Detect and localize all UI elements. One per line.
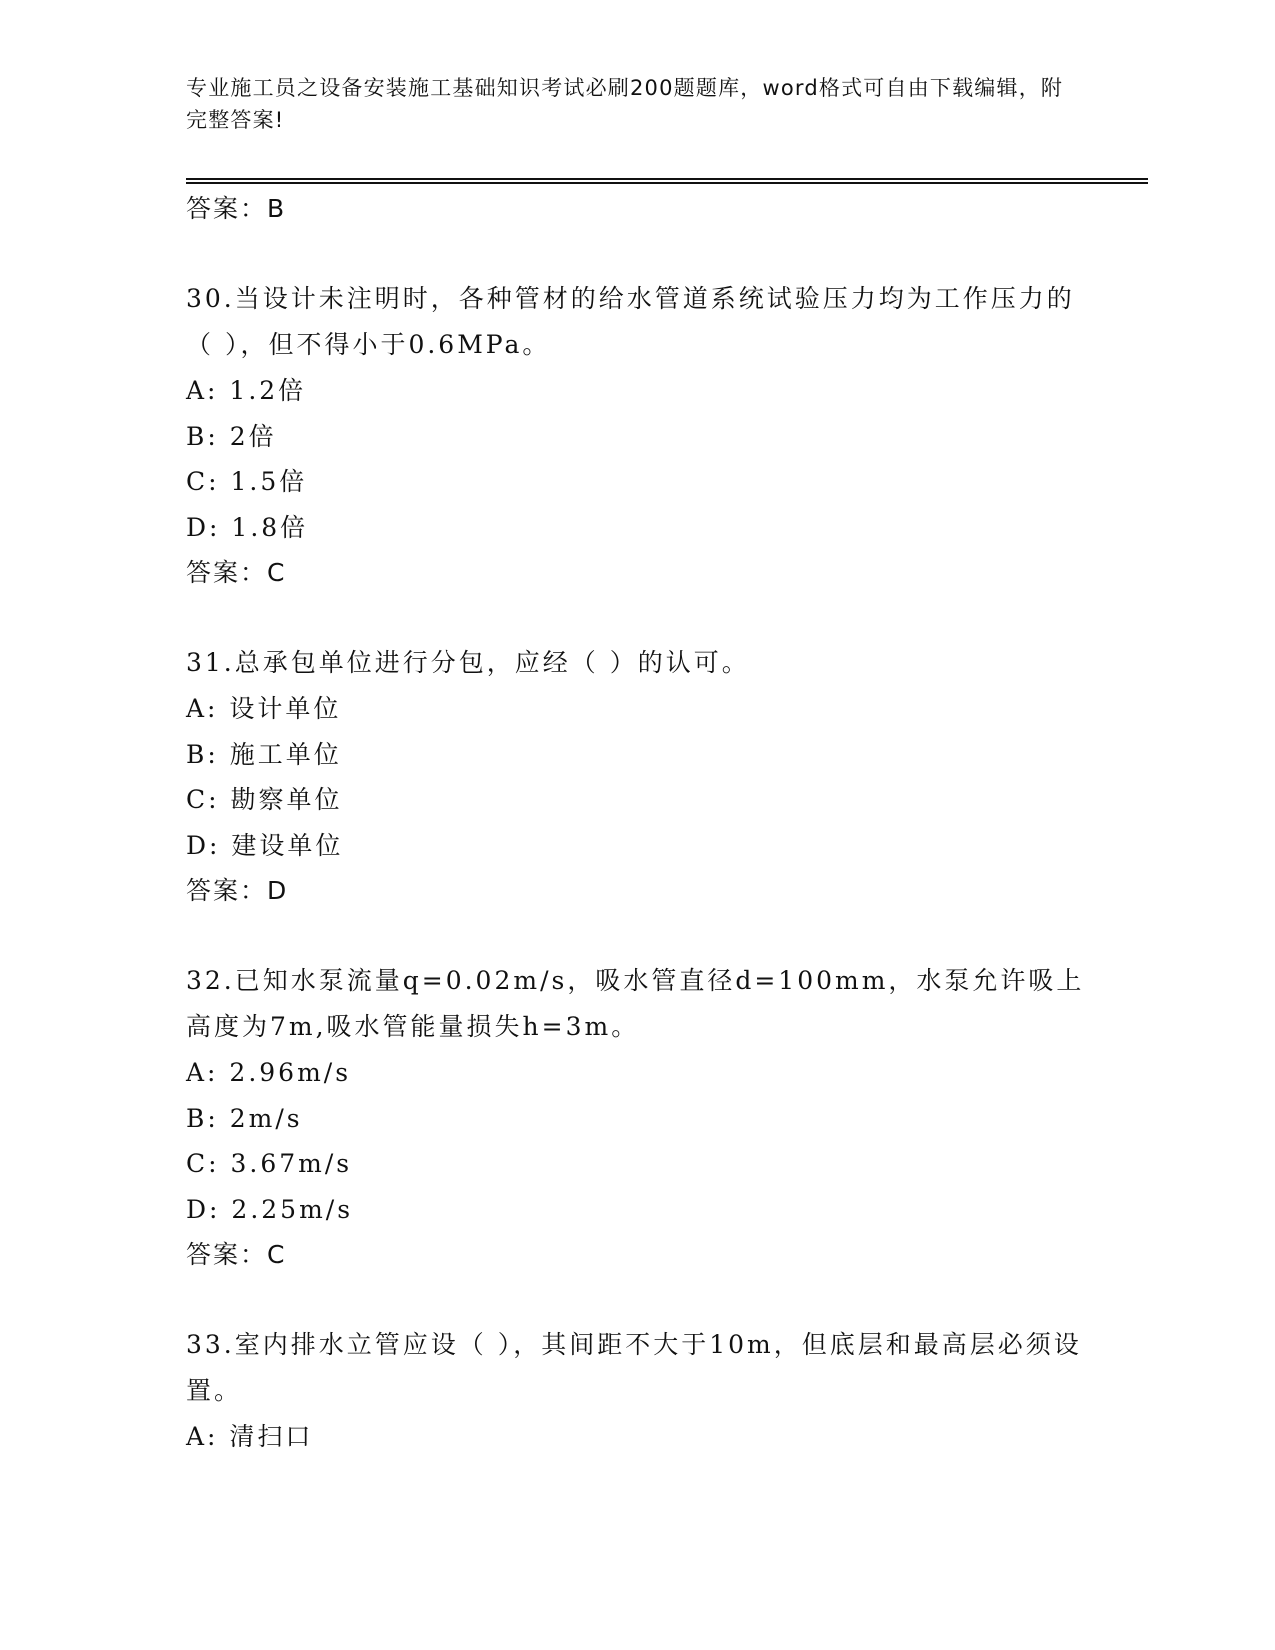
option-d: D: 2.25m/s	[186, 1194, 354, 1224]
option-c: C: 勘察单位	[186, 785, 343, 814]
question-list	[186, 186, 1086, 1460]
answer-line: 答案：C	[186, 558, 287, 587]
question-32	[186, 958, 1086, 1278]
option-d: D: 1.8倍	[186, 512, 309, 542]
header-divider-double	[186, 182, 1148, 184]
question-30	[186, 276, 1086, 596]
document-title: 专业施工员之设备安装施工基础知识考试必刷200题题库，word格式可自由下载编辑，附完整答案!	[186, 76, 1064, 132]
question-stem: 33.室内排水立管应设（ ），其间距不大于10m，但底层和最高层必须设置。	[186, 1330, 1082, 1405]
question-stem: 32.已知水泵流量q=0.02m/s，吸水管直径d=100mm，水泵允许吸上高度为7m,吸水管能量损失h=3m。	[186, 966, 1085, 1041]
option-a: A: 2.96m/s	[186, 1058, 352, 1087]
option-a: A: 清扫口	[186, 1422, 314, 1451]
option-b: B: 2倍	[186, 421, 277, 451]
question-stem: 31.总承包单位进行分包，应经（ ）的认可。	[186, 648, 750, 677]
question-33	[186, 1322, 1086, 1460]
document-header	[186, 72, 1066, 136]
option-c: C: 3.67m/s	[186, 1149, 353, 1178]
question-stem: 30.当设计未注明时，各种管材的给水管道系统试验压力均为工作压力的（ ），但不得小于0.6MPa。	[186, 284, 1075, 359]
option-a: A: 1.2倍	[186, 376, 307, 405]
answer-line: 答案：D	[186, 876, 289, 905]
header-divider	[186, 178, 1148, 180]
option-c: C: 1.5倍	[186, 467, 308, 496]
question-31	[186, 640, 1086, 914]
option-b: B: 施工单位	[186, 739, 342, 769]
option-d: D: 建设单位	[186, 830, 344, 860]
answer-line: 答案：B	[186, 194, 287, 223]
answer-line: 答案：C	[186, 1240, 287, 1269]
option-b: B: 2m/s	[186, 1103, 303, 1133]
option-a: A: 设计单位	[186, 694, 342, 723]
